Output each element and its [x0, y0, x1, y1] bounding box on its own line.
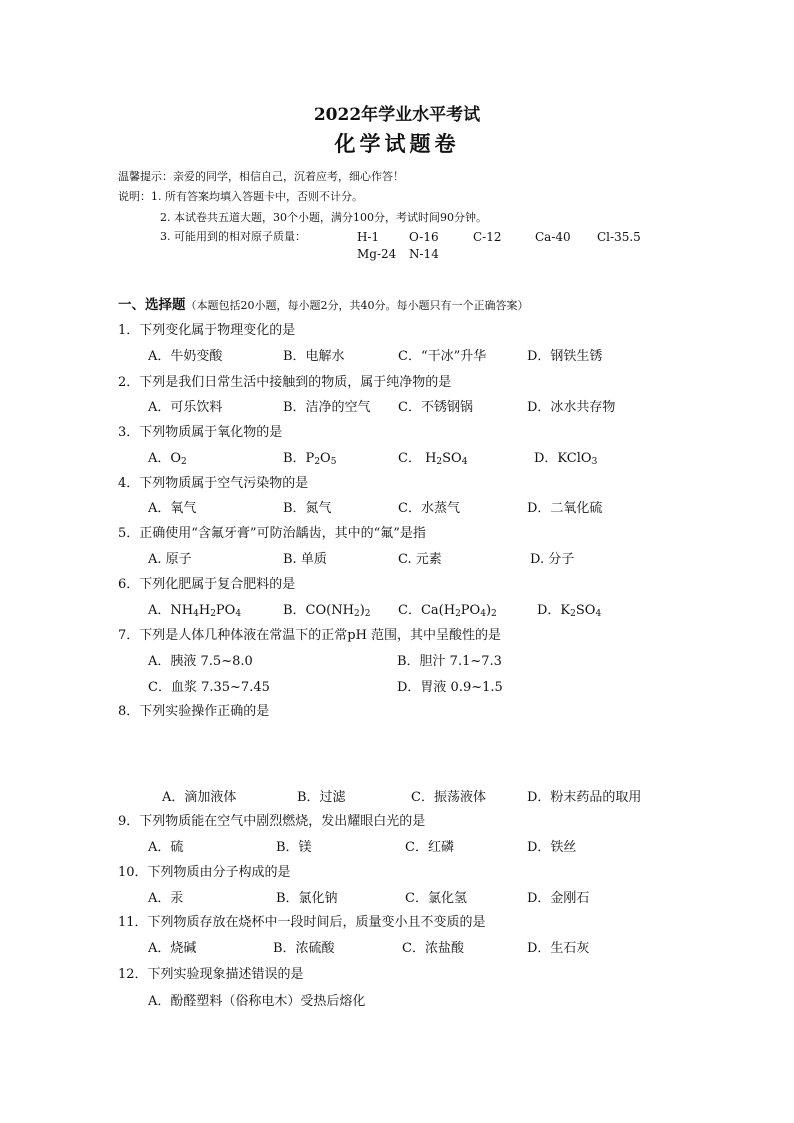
q1-option-b: B．电解水: [283, 349, 345, 364]
q7-option-c: C．血浆 7.35~7.45: [148, 680, 270, 695]
mass-cl: Cl-35.5: [597, 230, 641, 244]
section-name: 一、选择题: [118, 297, 186, 313]
mass-n: N-14: [409, 247, 439, 261]
exam-title: 2022年学业水平考试: [313, 105, 481, 125]
q3-option-c: C． $H_2SO_4$: [398, 451, 468, 467]
q1-option-a: A．牛奶变酸: [148, 349, 223, 364]
q9-option-b: B．镁: [276, 840, 312, 855]
q11-option-c: C．浓盐酸: [402, 941, 464, 956]
question-4: 4．下列物质属于空气污染物的是: [118, 476, 309, 491]
note-1: 说明：1. 所有答案均填入答题卡中，否则不计分。: [118, 190, 363, 203]
q5-option-d: D. 分子: [530, 552, 575, 567]
mass-o: O-16: [409, 230, 439, 244]
q6-option-c: C．$Ca(H_2PO_4)_2$: [398, 603, 497, 619]
question-5: 5．正确使用“含氟牙膏”可防治龋齿，其中的“氟”是指: [118, 526, 426, 541]
tip-text: 温馨提示：亲爱的同学，相信自己，沉着应考，细心作答！: [118, 170, 404, 183]
question-12: 12．下列实验现象描述错误的是: [118, 967, 304, 982]
note-2: 2. 本试卷共五道大题，30个小题，满分100分，考试时间90分钟。: [160, 211, 487, 224]
q4-option-d: D．二氧化硫: [527, 501, 603, 516]
q6-option-b: B．$CO(NH_2)_2$: [283, 603, 371, 619]
q12-option-a: A．酚醛塑料（俗称电木）受热后熔化: [148, 994, 366, 1009]
mass-c: C-12: [473, 230, 502, 244]
q10-option-d: D．金刚石: [527, 891, 590, 906]
question-9: 9．下列物质能在空气中剧烈燃烧，发出耀眼白光的是: [118, 814, 426, 829]
q7-option-d: D．胃液 0.9~1.5: [397, 680, 503, 695]
question-2: 2．下列是我们日常生活中接触到的物质，属于纯净物的是: [118, 375, 452, 390]
q9-option-c: C．红磷: [405, 840, 454, 855]
q2-option-c: C．不锈钢锅: [398, 400, 473, 415]
q4-option-b: B．氮气: [283, 501, 332, 516]
q10-option-b: B．氯化钠: [276, 891, 338, 906]
question-8: 8．下列实验操作正确的是: [118, 704, 270, 719]
q11-option-b: B．浓硫酸: [273, 941, 335, 956]
q9-option-a: A．硫: [148, 840, 184, 855]
mass-h: H-1: [357, 230, 380, 244]
paper-title: 化学试题卷: [334, 131, 460, 156]
q2-option-a: A．可乐饮料: [148, 400, 223, 415]
q8-option-a: A．滴加液体: [162, 790, 237, 805]
mass-ca: Ca-40: [535, 230, 571, 244]
q4-option-c: C．水蒸气: [398, 501, 460, 516]
q10-option-c: C．氯化氢: [405, 891, 467, 906]
q8-option-c: C．振荡液体: [411, 790, 486, 805]
question-11: 11．下列物质存放在烧杯中一段时间后，质量变小且不变质的是: [118, 915, 486, 930]
q3-option-d: D．KClO$_3$: [534, 451, 598, 467]
q5-option-c: C. 元素: [398, 552, 442, 567]
q2-option-b: B．洁净的空气: [283, 400, 371, 415]
question-3: 3．下列物质属于氧化物的是: [118, 425, 283, 440]
mass-mg: Mg-24: [357, 247, 397, 261]
q3-option-b: B．$P_2O_5$: [283, 451, 337, 467]
q1-option-d: D．钢铁生锈: [527, 349, 603, 364]
q9-option-d: D．铁丝: [527, 840, 577, 855]
q7-option-a: A．胰液 7.5~8.0: [148, 654, 253, 669]
note-3: 3. 可能用到的相对原子质量：: [160, 230, 306, 243]
q6-option-d: D．$K_2SO_4$: [537, 603, 602, 619]
q3-option-a: A．$O_2$: [148, 451, 187, 467]
question-6: 6．下列化肥属于复合肥料的是: [118, 577, 296, 592]
question-1: 1．下列变化属于物理变化的是: [118, 323, 296, 338]
q6-option-a: A．$NH_4H_2PO_4$: [148, 603, 242, 619]
question-7: 7．下列是人体几种体液在常温下的正常pH 范围，其中呈酸性的是: [118, 628, 502, 643]
section-heading: [118, 293, 529, 313]
q8-option-b: B．过滤: [297, 790, 346, 805]
section-desc: （本题包括20小题，每小题2分，共40分。每小题只有一个正确答案）: [185, 299, 529, 312]
q7-option-b: B．胆汁 7.1~7.3: [397, 654, 502, 669]
q5-option-a: A. 原子: [148, 552, 192, 567]
q11-option-d: D．生石灰: [527, 941, 590, 956]
q8-option-d: D．粉末药品的取用: [527, 790, 642, 805]
q10-option-a: A．汞: [148, 891, 184, 906]
q11-option-a: A．烧碱: [148, 941, 197, 956]
q5-option-b: B. 单质: [283, 552, 327, 567]
question-10: 10．下列物质由分子构成的是: [118, 865, 291, 880]
q4-option-a: A．氧气: [148, 501, 197, 516]
q1-option-c: C．“干冰”升华: [398, 349, 487, 364]
q2-option-d: D．冰水共存物: [527, 400, 616, 415]
